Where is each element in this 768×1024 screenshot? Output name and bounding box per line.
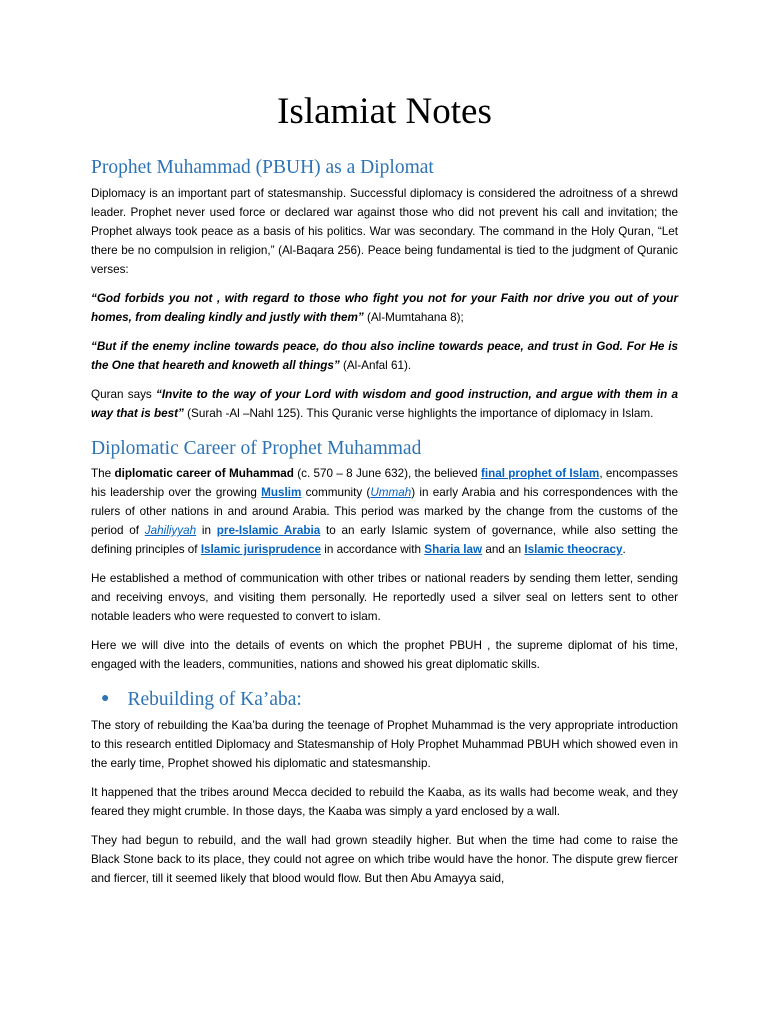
- link-pre-islamic-arabia[interactable]: pre-Islamic Arabia: [216, 524, 321, 538]
- link-sharia-law[interactable]: Sharia law: [424, 543, 483, 557]
- text-segment: and an: [482, 543, 525, 557]
- section-heading-kaaba: [101, 688, 678, 711]
- paragraph-black-stone: They had begun to rebuild, and the wall had grown steadily higher. But when the time had come to raise the Black Stone back to its place, they could not agree on which tribe would have the honor. The dispute grew fiercer and fiercer, till it seemed likely that blood would flow. But then Abu Amayya said,: [91, 833, 678, 885]
- paragraph-details: Here we will dive into the details of events on which the prophet PBUH , the supreme diplomat of his time, engaged with the leaders, communities, nations and showed his great diplomatic skills.: [91, 639, 678, 672]
- text-segment: (Surah -Al –Nahl 125). This Quranic verse highlights the importance of diplomacy in Islam.: [183, 406, 654, 420]
- paragraph-kaaba-intro: The story of rebuilding the Kaa’ba during the teenage of Prophet Muhammad is the very appropriate introduction to this research entitled Diplomacy and Statesmanship of Holy Prophet Muhammad PBUH which showed even in the early time, Prophet showed his diplomatic and statesmanship.: [91, 718, 678, 770]
- text-segment: (c. 570 – 8 June 632), the believed: [293, 467, 481, 481]
- paragraph-diplomacy-intro: Diplomacy is an important part of statesmanship. Successful diplomacy is considered the adroitness of a shrewd leader. Prophet never used force or declared war against those who did not prevent his call and invitation; the Prophet always took peace as a basis of his politics. War was secondary. The command in the Holy Quran, “Let there be no compulsion in religion,” (Al-Baqara 256). Peace being fundamental is tied to the judgment of Quranic verses:: [91, 186, 678, 276]
- text-segment: .: [622, 543, 626, 557]
- link-muslim[interactable]: Muslim: [261, 486, 302, 500]
- bullet-icon: ●: [101, 691, 110, 707]
- link-islamic-theocracy[interactable]: Islamic theocracy: [524, 543, 623, 557]
- text-segment: , encompasses his leadership over the growing: [91, 467, 678, 500]
- quote-reference: (Al-Mumtahana 8);: [363, 310, 464, 324]
- text-segment: ) in early Arabia and his correspondences with the rulers of other nations in and around Arabia. This period was marked by the change from the customs of the period of: [91, 486, 678, 538]
- text-segment-bold: diplomatic career of Muhammad: [114, 467, 294, 481]
- document-title: Islamiat Notes: [277, 91, 492, 132]
- text-segment: in accordance with: [320, 543, 425, 557]
- quote-text: “God forbids you not , with regard to those who fight you not for your Faith nor drive you out of your homes, from dealing kindly and justly with them”: [91, 291, 678, 324]
- quote-mumtahana: [91, 289, 678, 327]
- text-segment: community (: [301, 486, 371, 500]
- section-heading-diplomat: Prophet Muhammad (PBUH) as a Diplomat: [91, 157, 434, 179]
- quote-reference: (Al-Anfal 61).: [339, 358, 412, 372]
- text-segment: The: [91, 467, 115, 481]
- text-segment: to an early Islamic system of governance, while also setting the defining principles of: [91, 524, 679, 557]
- section-heading-career: Diplomatic Career of Prophet Muhammad: [91, 437, 422, 459]
- link-jahiliyyah[interactable]: Jahiliyyah: [144, 524, 197, 538]
- paragraph-communication: He established a method of communication with other tribes or national readers by sending them letter, sending and receiving envoys, and visiting them personally. He reportedly used a silver seal on letters sent to other notable leaders who were requested to convert to islam.: [91, 572, 678, 624]
- paragraph-kaaba-walls: It happened that the tribes around Mecca decided to rebuild the Kaaba, as its walls had become weak, and they feared they might crumble. In those days, the Kaaba was simply a yard enclosed by a wall.: [91, 785, 678, 818]
- quote-anfal: [91, 337, 678, 375]
- quote-text: “Invite to the way of your Lord with wisdom and good instruction, and argue with them in a way that is best”: [91, 387, 678, 420]
- paragraph-career: [91, 464, 678, 559]
- text-segment: Quran says: [91, 387, 156, 401]
- quote-text: “But if the enemy incline towards peace, do thou also incline towards peace, and trust in God. For He is the One that heareth and knoweth all things”: [91, 339, 678, 372]
- text-segment: in: [196, 524, 217, 538]
- link-islamic-jurisprudence[interactable]: Islamic jurisprudence: [200, 543, 321, 557]
- heading-text: Rebuilding of Ka’aba:: [127, 689, 302, 711]
- link-ummah[interactable]: Ummah: [370, 486, 412, 500]
- link-final-prophet[interactable]: final prophet of Islam: [480, 467, 600, 481]
- paragraph-quran-says: [91, 385, 678, 423]
